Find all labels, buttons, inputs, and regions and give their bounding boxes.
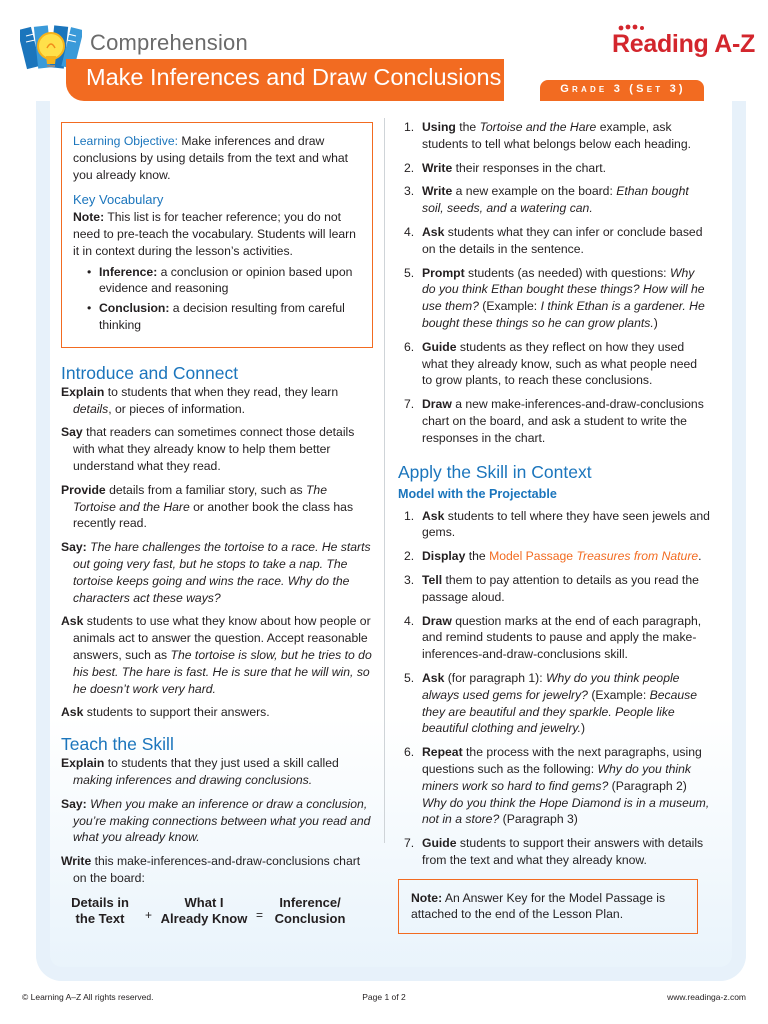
answer-key-note xyxy=(398,879,698,935)
list-item xyxy=(87,300,362,334)
paragraph: Provide details from a familiar story, such as The Tortoise and the Hare or another book the class has recently read. xyxy=(61,482,354,531)
paragraph: Explain to students that when they read, they learn details, or pieces of information. xyxy=(61,384,339,416)
list-item: 6. Guide students as they reflect on how they used what they already know, such as what people need to grow plants, to reach these conclusions. xyxy=(404,339,698,388)
brand-logo xyxy=(612,30,755,59)
model-passage-link[interactable]: Model Passage xyxy=(489,549,574,564)
list-item: 7. Draw a new make-inferences-and-draw-conclusions chart on the board, and ask a student to write the responses in the chart. xyxy=(404,397,704,445)
note-text: This list is for teacher reference; you do not need to pre-teach the vocabulary. Students will learn it in context during the lesson’s activities. xyxy=(73,210,356,258)
column-divider xyxy=(384,118,385,843)
website-link[interactable]: www.readinga-z.com xyxy=(667,992,746,1002)
inference-chart xyxy=(61,895,373,927)
paragraph: Say that readers can sometimes connect those details with what they already know to help them better understand what they read. xyxy=(61,425,355,473)
passage-title-link[interactable]: Treasures from Nature xyxy=(573,549,699,564)
steps-list-apply xyxy=(398,508,710,869)
list-item: 7. Guide students to support their answers with details from the text and what they already know. xyxy=(404,836,704,867)
list-item: 1. Ask students to tell where they have seen jewels and gems. xyxy=(404,508,710,540)
vocabulary-list xyxy=(87,264,362,334)
list-item: 4. Ask students what they can infer or conclude based on the details in the sentence. xyxy=(404,224,703,256)
brand-dots-icon xyxy=(618,24,644,32)
list-item: 5. Prompt students (as needed) with questions: Why do you think Ethan bought these things? How will he use them? (Example: I think Ethan is a gardener. He bought these things so he can grow plants.) xyxy=(404,265,705,330)
right-column xyxy=(398,119,710,934)
brand-text: Reading A-Z xyxy=(612,30,755,58)
vocab-term: Conclusion: xyxy=(99,301,170,316)
list-item: 3. Write a new example on the board: Ethan bought soil, seeds, and a watering can. xyxy=(404,184,689,216)
note-label: Note: xyxy=(73,210,105,225)
vocab-definition: a decision resulting from careful thinking xyxy=(99,301,345,332)
list-item: 2. Write their responses in the chart. xyxy=(404,160,607,175)
note-text: An Answer Key for the Model Passage is attached to the end of the Lesson Plan. xyxy=(411,890,666,922)
teach-heading: Teach the Skill xyxy=(61,734,174,755)
apply-heading: Apply the Skill in Context xyxy=(398,461,592,482)
list-item: 4. Draw question marks at the end of each paragraph, and remind students to pause and apply the make-inferences-and-draw-conclusions skill. xyxy=(404,613,702,662)
equals-sign: = xyxy=(256,907,264,922)
chart-col-conclusion: Inference/ Conclusion xyxy=(274,894,346,926)
grade-label: Grade 3 (Set 3) xyxy=(560,83,686,95)
model-heading: Model with the Projectable xyxy=(398,486,557,501)
introduce-heading: Introduce and Connect xyxy=(61,362,239,383)
objective-text: Make inferences and draw conclusions by using details from the text and what you already know. xyxy=(73,134,349,182)
left-column xyxy=(61,122,373,927)
list-item: 6. Repeat the process with the next paragraphs, using questions such as the following: Why do you think miners work so hard to find gems? (Paragraph 2) Why do you think the Hope Diamond is in a museum, not in a store? (Paragraph 3) xyxy=(404,745,710,827)
paragraph: Ask students to use what they know about how people or animals act to answer the question. Accept reasonable answers, such as The tortoise is slow, but he tries to do his best. The hare is fast. He is sure that he will win, so he doesn’t work very hard. xyxy=(61,614,372,696)
paragraph: Ask students to support their answers. xyxy=(61,705,270,720)
paragraph: Say: When you make an inference or draw a conclusion, you’re making connections between what you read and what you already know. xyxy=(61,796,371,845)
steps-list-teach xyxy=(398,119,710,447)
copyright: © Learning A–Z All rights reserved. xyxy=(22,992,154,1002)
plus-sign: + xyxy=(145,907,153,922)
list-item xyxy=(87,264,362,298)
vocabulary-note xyxy=(73,209,362,259)
page-title: Make Inferences and Draw Conclusions xyxy=(86,64,502,90)
key-vocabulary-heading: Key Vocabulary xyxy=(73,192,164,208)
learning-objective xyxy=(73,133,362,183)
paragraph: Write this make-inferences-and-draw-conclusions chart on the board: xyxy=(61,854,361,885)
list-item: 1. Using the Tortoise and the Hare example, ask students to tell what belongs below each heading. xyxy=(404,120,691,151)
list-item: 5. Ask (for paragraph 1): Why do you think people always used gems for jewelry? (Example: Because they are beautiful and they sparkle. People like beautiful clothing and jewelry.) xyxy=(404,670,698,736)
series-name: Comprehension xyxy=(90,30,248,55)
learning-objective-box xyxy=(61,122,373,348)
paragraph: Explain to students that they just used a skill called making inferences and drawing conclusions. xyxy=(61,756,339,787)
list-item: 3. Tell them to pay attention to details as you read the passage aloud. xyxy=(404,572,699,604)
chart-col-know: What I Already Know xyxy=(160,894,248,926)
note-label: Note: xyxy=(411,890,443,905)
list-item: 2. Display the Model Passage Treasures from Nature. xyxy=(404,549,702,564)
paragraph: Say: The hare challenges the tortoise to a race. He starts out going very fast, but he stops to take a nap. The tortoise keeps going and wins the race. Why do the characters act these ways? xyxy=(61,540,371,605)
vocab-term: Inference: xyxy=(99,264,158,279)
vocab-definition: a conclusion or opinion based upon evidence and reasoning xyxy=(99,264,353,296)
page-number: Page 1 of 2 xyxy=(362,992,406,1002)
objective-label: Learning Objective: xyxy=(73,134,179,148)
chart-col-details: Details in the Text xyxy=(71,894,129,926)
